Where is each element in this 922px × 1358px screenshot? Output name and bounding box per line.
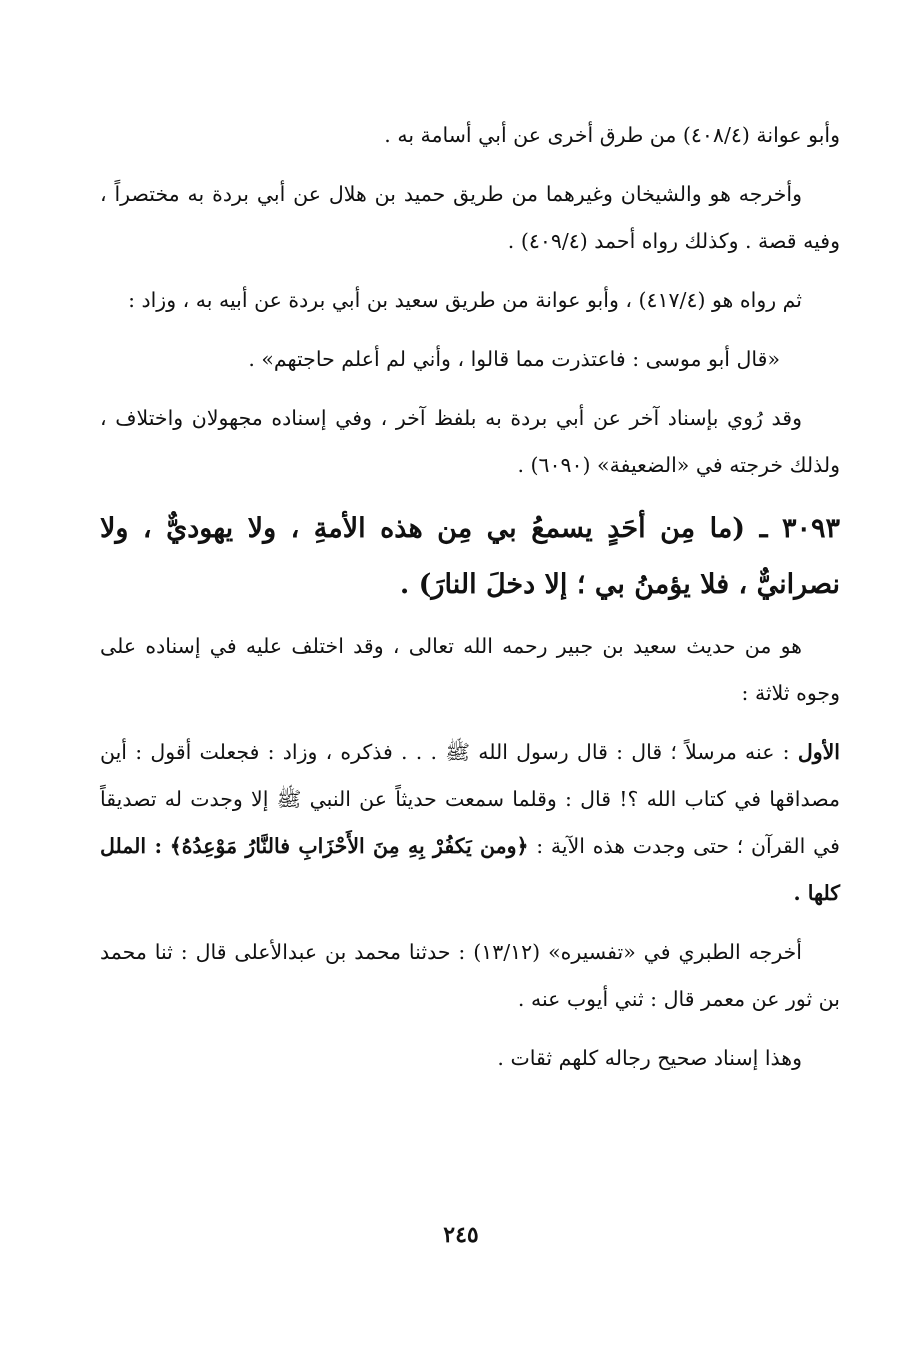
page-number: ٢٤٥ bbox=[443, 1222, 479, 1248]
page-body bbox=[100, 112, 840, 1094]
first-way-text: : عنه مرسلاً ؛ قال : قال رسول الله ﷺ . . . فذكره ، وزاد : فجعلت أقول : أين مصداقها في كتاب الله ؟! قال : وقلما سمعت حديثاً عن النبي ﷺ إلا وجدت له تصديقاً في القرآن ؛ حتى وجدت هذه الآية : bbox=[100, 740, 840, 858]
first-way-tail: : الملل كلها . bbox=[100, 834, 840, 905]
paragraph-verdict: وهذا إسناد صحيح رجاله كلهم ثقات . bbox=[497, 1046, 802, 1070]
paragraph-ahmad-narration: ثم رواه هو (٤١٧/٤) ، وأبو عوانة من طريق سعيد بن أبي بردة عن أبيه به ، وزاد : bbox=[128, 288, 802, 312]
paragraph-first-way bbox=[100, 729, 840, 917]
paragraph-other-isnad: وقد رُوي بإسناد آخر عن أبي بردة به بلفظ آخر ، وفي إسناده مجهولان واختلاف ، ولذلك خرجته في «الضعيفة» (٦٠٩٠) . bbox=[100, 406, 840, 477]
hadith-number: ٣٠٩٣ bbox=[781, 513, 840, 544]
quran-verse: ﴿ومن يَكفُرْ بِهِ مِنَ الأَحْزَابِ فالنَّارُ مَوْعِدُهُ﴾ bbox=[169, 834, 529, 858]
paragraph-said-ibn-jubayr: هو من حديث سعيد بن جبير رحمه الله تعالى ، وقد اختلف عليه في إسناده على وجوه ثلاثة : bbox=[100, 634, 840, 705]
quote-abu-musa: «قال أبو موسى : فاعتذرت مما قالوا ، وأني لم أعلم حاجتهم» . bbox=[248, 347, 780, 371]
hadith-heading bbox=[100, 501, 840, 613]
paragraph-tabari: أخرجه الطبري في «تفسيره» (١٣/١٢) : حدثنا محمد بن عبدالأعلى قال : ثنا محمد بن ثور عن معمر قال : ثني أيوب عنه . bbox=[100, 940, 840, 1011]
first-way-label: الأول bbox=[797, 740, 840, 764]
paragraph-abu-awana: وأبو عوانة (٤٠٨/٤) من طرق أخرى عن أبي أسامة به . bbox=[384, 123, 840, 147]
paragraph-shaykhan: وأخرجه هو والشيخان وغيرهما من طريق حميد بن هلال عن أبي بردة به مختصراً ، وفيه قصة . وكذلك رواه أحمد (٤٠٩/٤) . bbox=[100, 182, 840, 253]
hadith-text: ـ (ما مِن أحَدٍ يسمعُ بي مِن هذه الأمةِ ، ولا يهوديٌّ ، ولا نصرانيٌّ ، فلا يؤمنُ بي ؛ إلا دخلَ النارَ) . bbox=[100, 513, 840, 600]
